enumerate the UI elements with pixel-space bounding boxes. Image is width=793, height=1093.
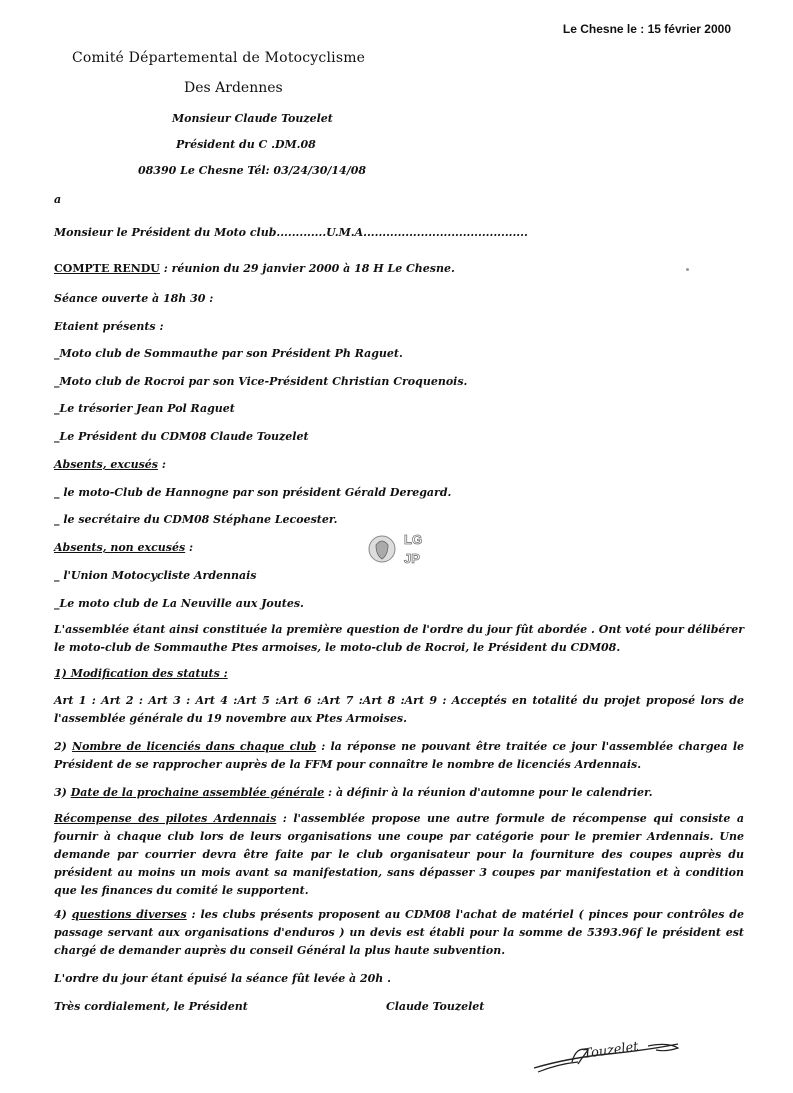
greeting: Très cordialement, le Président	[54, 1000, 248, 1013]
present-heading: Etaient présents :	[54, 320, 164, 333]
recipient-address: Monsieur le Président du Moto club.............U.M.A...........................................	[54, 226, 528, 239]
item3-paragraph	[54, 784, 744, 802]
item2-paragraph	[54, 738, 744, 774]
speck-mark	[686, 268, 689, 271]
excused-item: _ le secrétaire du CDM08 Stéphane Lecoester.	[54, 513, 338, 526]
unexcused-heading	[54, 541, 193, 554]
sender-title: Président du C .DM.08	[176, 138, 316, 151]
excused-heading	[54, 458, 166, 471]
watermark-text-bottom: JP	[404, 551, 420, 566]
assembly-paragraph: L'assemblée étant ainsi constituée la première question de l'ordre du jour fût abordée . Ont voté pour délibérer le moto-club de Sommauthe Ptes armoises, le moto-club de Rocroi, le Président du CDM08.	[54, 623, 744, 654]
report-heading	[54, 262, 455, 275]
item3-text: : à définir à la réunion d'automne pour le calendrier.	[324, 786, 653, 799]
excused-heading-colon: :	[157, 458, 166, 471]
unexcused-heading-label: Absents, non excusés	[54, 541, 186, 554]
organization-name: Comité Départemental de Motocyclisme	[72, 50, 366, 66]
item4-number: 4)	[54, 908, 72, 921]
excused-heading-label: Absents, excusés	[54, 458, 158, 471]
item3-number: 3)	[54, 786, 71, 799]
report-heading-text: : réunion du 29 janvier 2000 à 18 H Le Chesne.	[159, 262, 455, 275]
excused-item: _ le moto-Club de Hannogne par son président Gérald Deregard.	[54, 486, 452, 499]
present-item: _Moto club de Sommauthe par son Président Ph Raguet.	[54, 347, 403, 360]
signer-name: Claude Touzelet	[386, 1000, 485, 1013]
item4-title: questions diverses	[71, 908, 187, 921]
item2-title: Nombre de licenciés dans chaque club	[72, 740, 317, 753]
item3-title: Date de la prochaine assemblée générale	[70, 786, 325, 799]
letter-date: Le Chesne le : 15 février 2000	[562, 22, 731, 36]
signature-image	[528, 1028, 688, 1078]
present-item: _Le Président du CDM08 Claude Touzelet	[54, 430, 309, 443]
unexcused-item: _ l'Union Motocycliste Ardennais	[54, 569, 257, 582]
watermark-text-top: LG	[404, 532, 423, 547]
closing-line: L'ordre du jour étant épuisé la séance fût levée à 20h .	[54, 972, 391, 985]
signature-text: Touzelet	[582, 1039, 640, 1062]
item2-text: : la réponse ne pouvant être traitée ce jour l'assemblée chargea le Président de se rapprocher auprès de la FFM pour connaître le nombre de licenciés Ardennais.	[54, 740, 744, 771]
reward-paragraph	[54, 810, 744, 900]
item4-text: : les clubs présents proposent au CDM08 l'achat de matériel ( pinces pour contrôles de passage servant aux organisations d'enduros ) un devis est établi pour la somme de 5393.96f le président est chargé de demander auprès du conseil Général la plus haute subvention.	[54, 908, 744, 957]
reward-text: : l'assemblée propose une autre formule de récompense qui consiste a fournir à chaque club lors de leurs organisations une coupe par catégorie pour le premier Ardennais. Une demande par courrier devra être faite par le club organisateur pour la fourniture des coupes auprès du président au moins un mois avant sa manifestation, sans dépasser 3 coupes par manifestation et à condition que les finances du comité le supportent.	[54, 812, 744, 897]
session-opened: Séance ouverte à 18h 30 :	[54, 292, 214, 305]
item1-text: Art 1 : Art 2 : Art 3 : Art 4 :Art 5 :Art 6 :Art 7 :Art 8 :Art 9 : Acceptés en totalité du projet proposé lors de l'assemblée générale du 19 novembre aux Ptes Armoises.	[54, 694, 744, 725]
present-item: _Le trésorier Jean Pol Raguet	[54, 402, 235, 415]
sender-name: Monsieur Claude Touzelet	[172, 112, 333, 125]
item1-title: 1) Modification des statuts :	[54, 667, 228, 680]
unexcused-heading-colon: :	[185, 541, 194, 554]
recipient-prefix: a	[54, 193, 62, 206]
item2-number: 2)	[54, 740, 73, 753]
watermark-logo	[366, 525, 424, 573]
sender-address: 08390 Le Chesne Tél: 03/24/30/14/08	[138, 164, 367, 177]
present-item: _Moto club de Rocroi par son Vice-Président Christian Croquenois.	[54, 375, 468, 388]
item4-paragraph	[54, 906, 744, 960]
unexcused-item: _Le moto club de La Neuville aux Joutes.	[54, 597, 304, 610]
reward-title: Récompense des pilotes Ardennais	[54, 812, 277, 825]
report-heading-label: COMPTE RENDU	[54, 262, 160, 275]
organization-region: Des Ardennes	[184, 80, 283, 96]
